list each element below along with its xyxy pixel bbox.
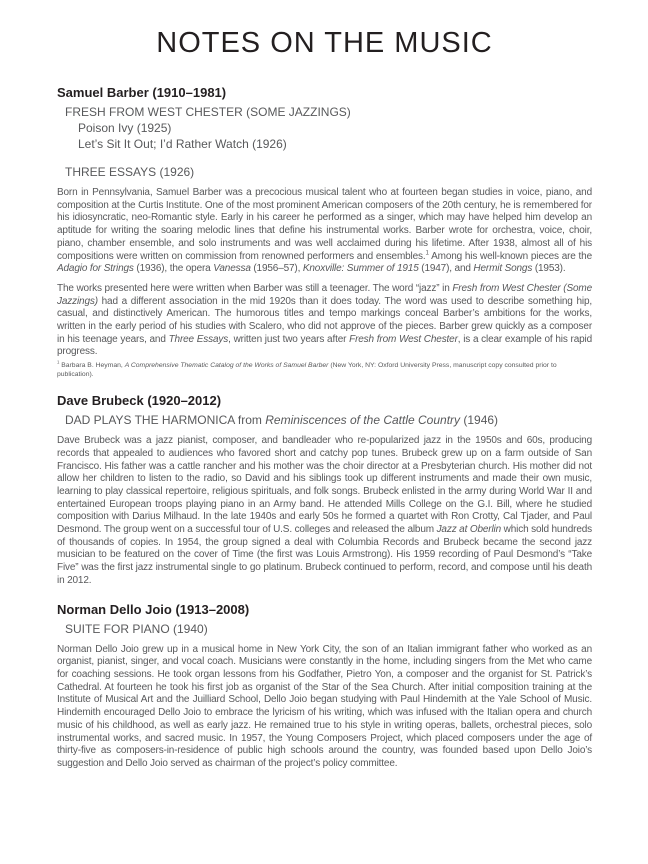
work-title-suite-for-piano [57,621,592,637]
composer-heading-samuel-barber: Samuel Barber (1910–1981) [57,85,227,100]
text-run: THREE ESSAYS (1926) [65,165,195,179]
text-run: (1946) [460,413,499,428]
text-run: (New York, NY: Oxford University Press, manuscript copy consulted prior to publication). [57,362,557,379]
text-run: had a different association in the mid 1920s than it does today. The word was used to describe something hip, casual, and distinctively American. The humorous titles and tempo markings conceal Barber’s ambitions for the works, written in the early period of his studies with Scalero, who did not approve of the pieces. Barber grew quickly as a composer in his teenage years, and [57,295,592,345]
work-title-three-essays [57,164,592,180]
movement-title-lets-sit-it-out [57,136,592,152]
italic-text-run: Fresh from West Chester (Some Jazzings) [57,282,592,307]
text-run: , written just two years after [228,333,350,345]
italic-text-run: A Comprehensive Thematic Catalog of the Works of Samuel Barber [124,362,329,370]
italic-text-run: Jazz at Oberlin [436,524,502,536]
paragraph-barber-program-note [57,283,592,359]
text-run: Poison Ivy (1925) [78,121,172,135]
text-run: Norman Dello Joio grew up in a musical home in New York City, the son of an Italian immigrant father who worked as an organist, pianist, singer, and vocal coach. Musicians were constantly in the home, including singers from the Met who came for coaching sessions. He took organ lessons from his Godfather, Pietro Yon, a composer and the organist for St. Patrick’s Cathedral. At fourteen he took his first job as organist of the Star of the Sea Church. After initial composition training at the Institute of Musical Art and the Juilliard School, Dello Joio began studying with Paul Hindemith at the Yale School of Music. Hindemith encouraged Dello Joio to embrace the lyricism of his writing, which was infused with the Italian opera and church music of his childhood, as well as early jazz. He remained true to his style in writing operas, ballets, orchestral pieces, solo instrumental works, and sacred music. In 1957, the Young Composers Project, which placed composers under the age of thirty-five as composers-in-residence of public high schools around the country, was founded based upon Dello Joio’s suggestion and Dello Joio served as chairman of the project’s policy committee. [57,643,592,769]
superscript-marker: 1 [57,359,60,365]
work-title-dad-plays-the-harmonica [57,412,592,428]
italic-text-run: Knoxville: Summer of 1915 [302,263,419,275]
section-dave-brubeck [57,393,592,587]
text-run: DAD PLAYS THE HARMONICA from [65,413,266,428]
section-norman-dello-joio [57,602,592,771]
italic-text-run: Vanessa [213,263,251,275]
italic-text-run: Adagio for Strings [57,263,134,275]
italic-text-run: Three Essays [168,333,229,345]
text-run: Dave Brubeck was a jazz pianist, composer, and bandleader who re-popularized jazz in the 1950s and 60s, producing records that appealed to audiences who favored short and catchy pop tunes. Brubeck grew up on a farm outside of San Francisco. His father was a cattle rancher and his mother was the choir director at a Presbyterian church. His mother did not allow her children to listen to the radio, so David and his siblings took up different instruments and made their own music, learning to play classical repertoire, religious spirituals, and folk songs. Brubeck enlisted in the army during World War II and entertained European troops playing piano in an Army band. He attended Mills College on the G.I. Bill, where he studied composition with Darius Milhaud. In the late 1940s and early 50s he formed a quartet with Ron Crotty, Cal Tjader, and Paul Desmond. The group went on a successful tour of U.S. colleges and released the album [57,435,592,536]
text-run: The works presented here were written when Barber was still a teenager. The word “jazz” in [57,282,453,294]
page-title: NOTES ON THE MUSIC [156,27,493,59]
italic-text-run: Hermit Songs [473,263,533,275]
text-run: Born in Pennsylvania, Samuel Barber was a precocious musical talent who at fourteen began studies in voice, piano, and composition at the Curtis Institute. One of the most prominent American composers of the 20th century, he is remembered for his idiosyncratic, neo-Romantic style. Early in his career he performed as a singer, which may have helped him develop an aptitude for writing the soaring melodic lines that define his instrumental works. Barber wrote for orchestra, voice, choir, piano, chamber ensemble, and solo instruments and was well acclaimed during his lifetime. After 1938, almost all of his compositions were written on commission from renowned performers and ensembles. [57,187,592,262]
section-samuel-barber [57,85,592,379]
text-run: SUITE FOR PIANO (1940) [65,621,208,636]
italic-text-run: Reminiscences of the Cattle Country [265,413,461,428]
text-run: which sold hundreds of thousands of copies. In 1954, the group signed a deal with Columbia Records and Brubeck became the second jazz musician to be featured on the cover of Time (the first was Louis Armstrong). His 1959 recording of Paul Desmond’s “Take Five” was the first jazz instrumental single to go platinum. Brubeck continued to perform, record, and compose until his death in 2012. [57,524,592,586]
paragraph-dello-joio-biography [57,644,592,771]
italic-text-run: Fresh from West Chester [349,333,458,345]
paragraph-brubeck-biography [57,435,592,587]
text-run: (1947), and [418,263,474,275]
movement-title-poison-ivy [57,120,592,136]
text-run: , is a clear example of his rapid progress. [57,333,593,358]
paragraph-barber-biography [57,187,592,276]
text-run: (1956–57), [250,263,303,275]
text-run: Among his well-known pieces are the [428,250,592,262]
text-run: (1953). [532,263,566,275]
composer-heading-norman-dello-joio: Norman Dello Joio (1913–2008) [57,601,250,617]
work-title-fresh-from-west-chester [57,104,592,120]
text-run: FRESH FROM WEST CHESTER (SOME JAZZINGS) [65,105,351,119]
superscript-marker: 1 [425,249,429,257]
footnote-citation [57,361,592,379]
composer-heading-dave-brubeck: Dave Brubeck (1920–2012) [57,393,222,409]
text-run: Barbara B. Heyman, [59,362,125,370]
text-run: Let’s Sit It Out; I’d Rather Watch (1926) [78,137,287,151]
text-run: (1936), the opera [133,263,214,275]
